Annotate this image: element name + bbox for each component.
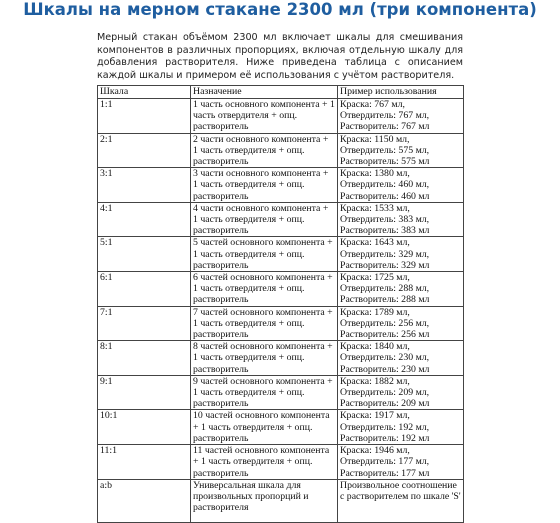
scale-cell: 3:1 <box>98 168 191 203</box>
purpose-cell: 10 частей основного компонента + 1 часть отвердителя + опц. растворитель <box>191 410 338 445</box>
example-cell: Краска: 1643 мл, Отвердитель: 329 мл, Растворитель: 329 мл <box>338 237 464 272</box>
table-row <box>98 445 464 480</box>
table-row <box>98 202 464 237</box>
table-row <box>98 133 464 168</box>
scale-cell: 7:1 <box>98 306 191 341</box>
example-cell: Краска: 1533 мл, Отвердитель: 383 мл, Растворитель: 383 мл <box>338 202 464 237</box>
header-purpose: Назначение <box>191 86 338 99</box>
scales-table <box>97 85 464 523</box>
purpose-cell: 1 часть основного компонента + 1 часть отвердителя + опц. растворитель <box>191 99 338 134</box>
table-row <box>98 479 464 522</box>
table-row <box>98 237 464 272</box>
purpose-cell: 9 частей основного компонента + 1 часть отвердителя + опц. растворитель <box>191 375 338 410</box>
scale-cell: 4:1 <box>98 202 191 237</box>
example-cell: Краска: 1380 мл, Отвердитель: 460 мл, Растворитель: 460 мл <box>338 168 464 203</box>
scale-cell: 5:1 <box>98 237 191 272</box>
example-cell: Краска: 1840 мл, Отвердитель: 230 мл, Растворитель: 230 мл <box>338 341 464 376</box>
example-cell: Краска: 1150 мл, Отвердитель: 575 мл, Растворитель: 575 мл <box>338 133 464 168</box>
example-cell: Краска: 1882 мл, Отвердитель: 209 мл, Растворитель: 209 мл <box>338 375 464 410</box>
scale-cell: a:b <box>98 479 191 522</box>
header-example: Пример использования <box>338 86 464 99</box>
scale-cell: 11:1 <box>98 445 191 480</box>
scale-cell: 10:1 <box>98 410 191 445</box>
table-row <box>98 410 464 445</box>
scale-cell: 8:1 <box>98 341 191 376</box>
scale-cell: 2:1 <box>98 133 191 168</box>
scale-cell: 9:1 <box>98 375 191 410</box>
scale-cell: 1:1 <box>98 99 191 134</box>
table-row <box>98 99 464 134</box>
header-scale: Шкала <box>98 86 191 99</box>
document-title: Шкалы на мерном стакане 2300 мл (три компонента) <box>23 0 537 19</box>
table-row <box>98 272 464 307</box>
purpose-cell: 4 части основного компонента + 1 часть отвердителя + опц. растворитель <box>191 202 338 237</box>
example-cell: Краска: 1917 мл, Отвердитель: 192 мл, Растворитель: 192 мл <box>338 410 464 445</box>
table-row <box>98 375 464 410</box>
purpose-cell: Универсальная шкала для произвольных пропорций и растворителя <box>191 479 338 522</box>
table-row <box>98 306 464 341</box>
table-row <box>98 341 464 376</box>
purpose-cell: 8 частей основного компонента + 1 часть отвердителя + опц. растворитель <box>191 341 338 376</box>
intro-paragraph: Мерный стакан объёмом 2300 мл включает шкалы для смешивания компонентов в различных пропорциях, включая отдельную шкалу для добавления растворителя. Ниже приведена таблица с описанием каждой шкалы и примером её использования с учётом растворителя. <box>97 32 463 82</box>
purpose-cell: 5 частей основного компонента + 1 часть отвердителя + опц. растворитель <box>191 237 338 272</box>
purpose-cell: 2 части основного компонента + 1 часть отвердителя + опц. растворитель <box>191 133 338 168</box>
example-cell: Произвольное соотношение с растворителем по шкале 'S' <box>338 479 464 522</box>
purpose-cell: 7 частей основного компонента + 1 часть отвердителя + опц. растворитель <box>191 306 338 341</box>
scale-cell: 6:1 <box>98 272 191 307</box>
table-header-row <box>98 86 464 99</box>
purpose-cell: 3 части основного компонента + 1 часть отвердителя + опц. растворитель <box>191 168 338 203</box>
purpose-cell: 11 частей основного компонента + 1 часть отвердителя + опц. растворитель <box>191 445 338 480</box>
table-row <box>98 168 464 203</box>
example-cell: Краска: 767 мл, Отвердитель: 767 мл, Растворитель: 767 мл <box>338 99 464 134</box>
example-cell: Краска: 1725 мл, Отвердитель: 288 мл, Растворитель: 288 мл <box>338 272 464 307</box>
purpose-cell: 6 частей основного компонента + 1 часть отвердителя + опц. растворитель <box>191 272 338 307</box>
example-cell: Краска: 1789 мл, Отвердитель: 256 мл, Растворитель: 256 мл <box>338 306 464 341</box>
example-cell: Краска: 1946 мл, Отвердитель: 177 мл, Растворитель: 177 мл <box>338 445 464 480</box>
